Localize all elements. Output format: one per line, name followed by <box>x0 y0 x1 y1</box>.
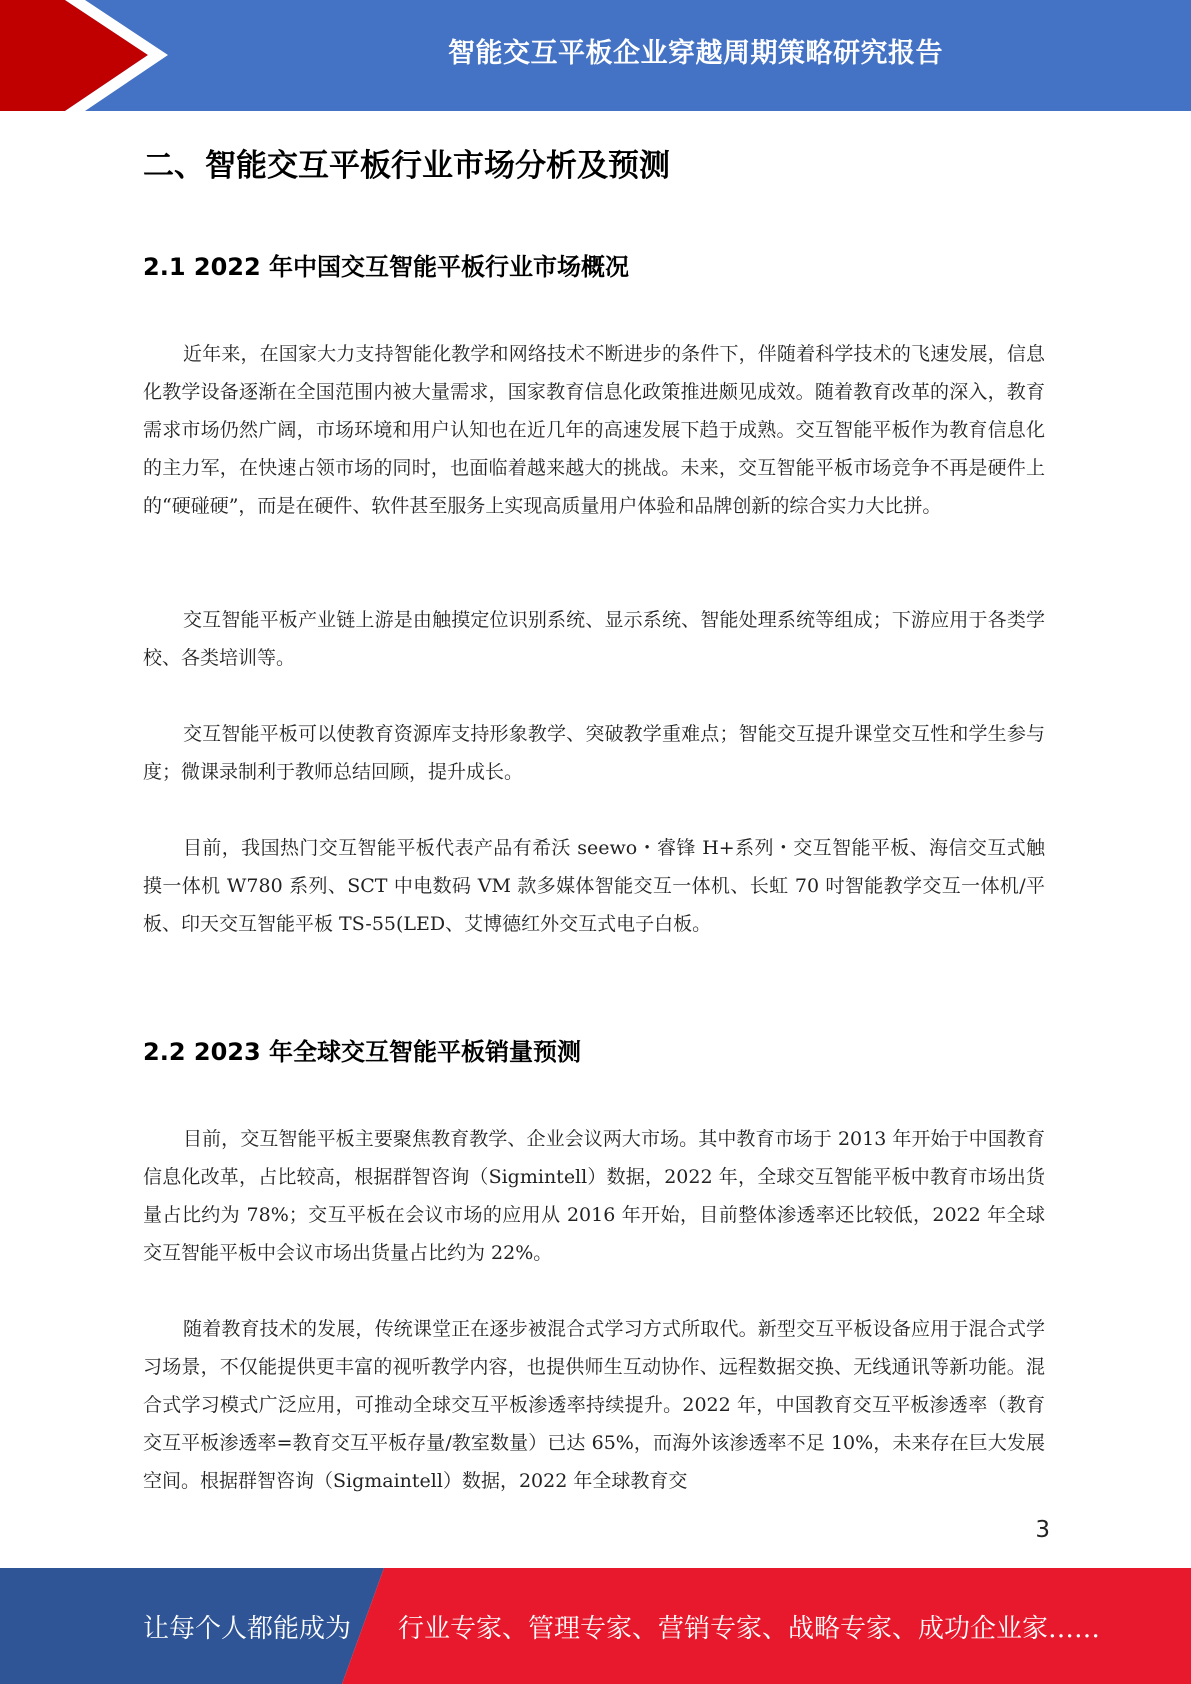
subsection-title-2-2: 2.2 2023 年全球交互智能平板销量预测 <box>143 1038 582 1066</box>
paragraph: 近年来，在国家大力支持智能化教学和网络技术不断进步的条件下，伴随着科学技术的飞速发展，信息化教学设备逐渐在全国范围内被大量需求，国家教育信息化政策推进颇见成效。随着教育改革的深入，教育需求市场仍然广阔，市场环境和用户认知也在近几年的高速发展下趋于成熟。交互智能平板作为教育信息化的主力军，在快速占领市场的同时，也面临着越来越大的挑战。未来，交互智能平板市场竞争不再是硬件上的“硬碰硬”，而是在硬件、软件甚至服务上实现高质量用户体验和品牌创新的综合实力大比拼。 <box>143 343 1045 517</box>
page-header <box>0 0 1191 111</box>
page-number: 3 <box>1035 1517 1050 1543</box>
subsection-title-2-1: 2.1 2022 年中国交互智能平板行业市场概况 <box>143 253 630 281</box>
section-title: 二、智能交互平板行业市场分析及预测 <box>143 148 670 184</box>
paragraph: 交互智能平板可以使教育资源库支持形象教学、突破教学重难点；智能交互提升课堂交互性和学生参与度；微课录制利于教师总结回顾，提升成长。 <box>143 723 1045 783</box>
paragraph: 目前，交互智能平板主要聚焦教育教学、企业会议两大市场。其中教育市场于 2013 年开始于中国教育信息化改革，占比较高，根据群智咨询（Sigmintell）数据，2022 年，全球交互智能平板中教育市场出货量占比约为 78%；交互平板在会议市场的应用从 2016 年开始，目前整体渗透率还比较低，2022 年全球交互智能平板中会议市场出货量占比约为 22%。 <box>143 1128 1045 1264</box>
paragraph: 交互智能平板产业链上游是由触摸定位识别系统、显示系统、智能处理系统等组成；下游应用于各类学校、各类培训等。 <box>143 609 1045 669</box>
page-footer <box>0 1568 1191 1684</box>
header-title: 智能交互平板企业穿越周期策略研究报告 <box>448 37 943 69</box>
footer-slogan-right: 行业专家、管理专家、营销专家、战略专家、成功企业家…… <box>398 1613 1101 1644</box>
paragraph: 目前，我国热门交互智能平板代表产品有希沃 seewo・睿锋 H+系列・交互智能平板、海信交互式触摸一体机 W780 系列、SCT 中电数码 VM 款多媒体智能交互一体机、长虹 70 吋智能教学交互一体机/平板、印天交互智能平板 TS-55(LED、艾博德红外交互式电子白板。 <box>143 837 1045 935</box>
paragraph: 随着教育技术的发展，传统课堂正在逐步被混合式学习方式所取代。新型交互平板设备应用于混合式学习场景，不仅能提供更丰富的视听教学内容，也提供师生互动协作、远程数据交换、无线通讯等新功能。混合式学习模式广泛应用，可推动全球交互平板渗透率持续提升。2022 年，中国教育交互平板渗透率（教育交互平板渗透率=教育交互平板存量/教室数量）已达 65%，而海外该渗透率不足 10%，未来存在巨大发展空间。根据群智咨询（Sigmaintell）数据，2022 年全球教育交 <box>143 1318 1045 1492</box>
footer-slogan-left: 让每个人都能成为 <box>143 1613 352 1644</box>
